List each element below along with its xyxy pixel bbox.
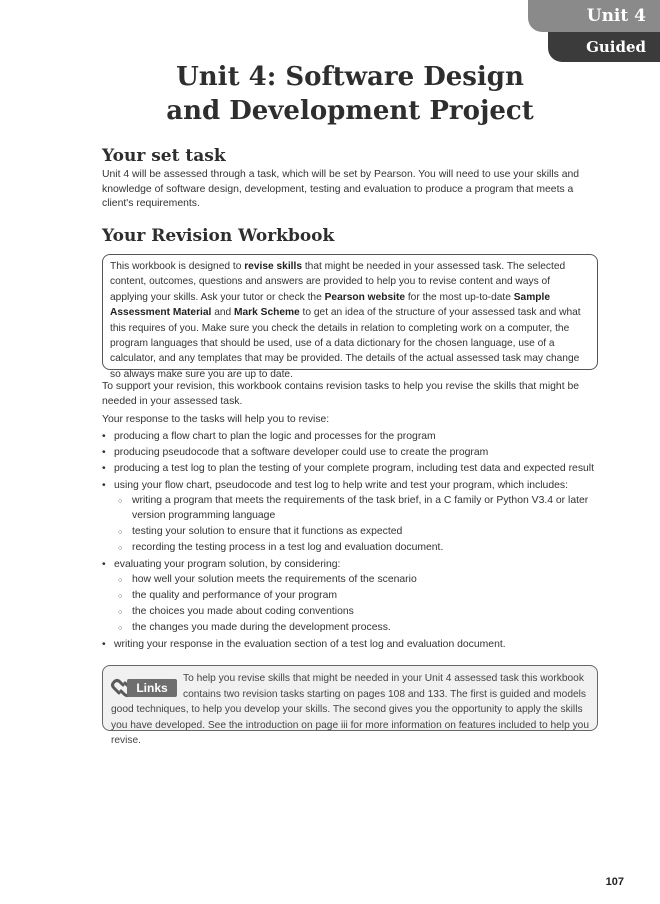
workbook-heading: Your Revision Workbook xyxy=(102,226,335,246)
unit-label: Unit 4 xyxy=(586,6,646,26)
workbook-text: to get an idea of the structure of your assessed task and what this requires of you. Make sure you check the details in relation to completing work on a computer, the program languages that should be used, use of a data dictionary for the chosen language, use of a calculator, and any templates that may be provided. The details of the actual assessed task may change so always make sure you are up to date. xyxy=(110,307,581,380)
support-text: To support your revision, this workbook contains revision tasks to help you revise the skills that might be needed in your assessed task. xyxy=(102,381,580,407)
workbook-text: that might be needed in your assessed task. The selected content, outcomes, questions and answers are provided to help you to revise content and ways of applying your skills. Ask your tutor or check the xyxy=(110,261,566,303)
workbook-text: This workbook is designed to xyxy=(110,261,245,272)
list-item-text: using your flow chart, pseudocode and test log to help write and test your program, which includes: xyxy=(114,479,568,491)
workbook-text: and xyxy=(211,307,235,319)
sub-list-item: ○ the quality and performance of your program xyxy=(114,588,596,603)
sub-list-item: ○ the changes you made during the development process. xyxy=(114,620,596,635)
page-number: 107 xyxy=(605,876,624,888)
links-label: Links xyxy=(127,679,177,697)
links-box xyxy=(102,665,598,747)
title-line-1: Unit 4: Software Design xyxy=(176,62,524,92)
set-task-heading: Your set task xyxy=(102,146,226,166)
list-item: • producing a flow chart to plan the logic and processes for the program xyxy=(102,429,596,444)
links-badge xyxy=(111,677,177,699)
page-title xyxy=(40,60,660,128)
list-item: • producing a test log to plan the testing of your complete program, including test data and expected result xyxy=(102,461,596,476)
workbook-box xyxy=(102,254,598,380)
sub-list-item: ○ testing your solution to ensure that it functions as expected xyxy=(114,524,596,539)
list-item xyxy=(102,478,596,556)
list-item: • writing your response in the evaluation section of a test log and evaluation document. xyxy=(102,637,596,652)
list-item xyxy=(102,557,596,636)
workbook-text: for the most up-to-date xyxy=(405,291,514,303)
sub-list-item: ○ writing a program that meets the requirements of the task brief, in a C family or Python V3.4 or later version programming language xyxy=(114,493,596,523)
sub-list-item: ○ the choices you made about coding conventions xyxy=(114,604,596,619)
response-intro: Your response to the tasks will help you to revise: xyxy=(102,414,330,425)
links-text: To help you revise skills that might be needed in your Unit 4 assessed task this workbook contains two revision tasks starting on pages 108 and 133. The first is guided and models good techniques, to help you develop your skills. The second gives you the opportunity to apply the skills you have developed. See the introduction on page iii for more information on features included to help you revise. xyxy=(111,673,589,747)
sub-list-item: ○ how well your solution meets the requirements of the scenario xyxy=(114,572,596,587)
bold-sample-material: Sample Assessment Material xyxy=(110,291,550,319)
list-item: • producing pseudocode that a software developer could use to create the program xyxy=(102,445,596,460)
guided-label: Guided xyxy=(586,38,646,56)
bold-pearson-website: Pearson website xyxy=(324,291,406,303)
sub-list-item: ○ recording the testing process in a test log and evaluation document. xyxy=(114,540,596,555)
bold-revise-skills: revise skills xyxy=(244,261,302,272)
guided-tab xyxy=(548,32,660,62)
list-item-text: evaluating your program solution, by considering: xyxy=(114,558,341,570)
unit-tab xyxy=(528,0,660,32)
title-line-2: and Development Project xyxy=(166,96,534,126)
bold-mark-scheme: Mark Scheme xyxy=(234,307,300,319)
revise-list xyxy=(102,429,596,653)
set-task-text: Unit 4 will be assessed through a task, which will be set by Pearson. You will need to use your skills and knowledge of software design, development, testing and evaluation to produce a program that meets a client's requirements. xyxy=(102,169,580,210)
